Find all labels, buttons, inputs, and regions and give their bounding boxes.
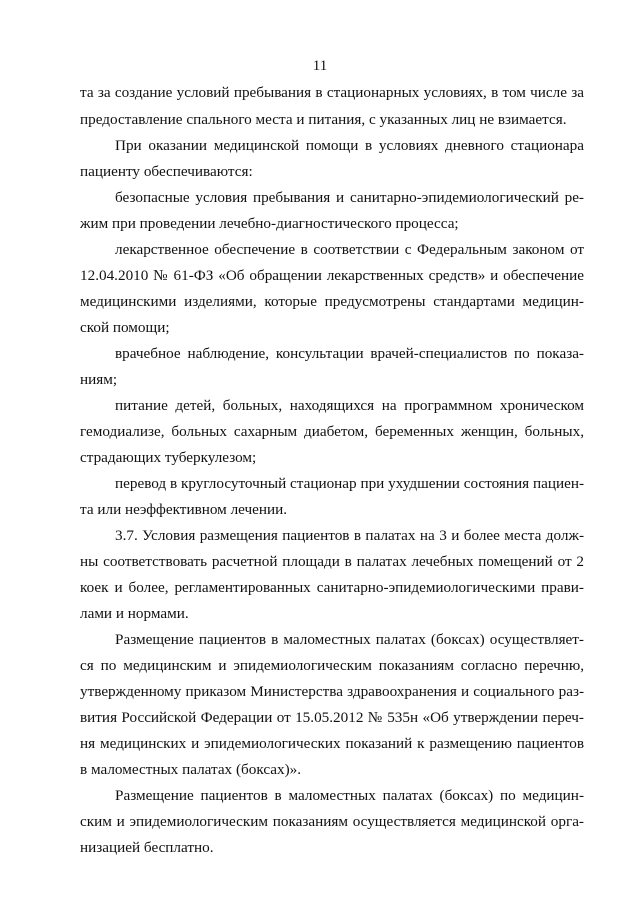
text-line: предоставление спального места и питания, с указанных лиц не взимается. — [80, 111, 567, 128]
text-line: 3.7. Условия размещения пациентов в палатах на 3 и более места долж- — [115, 527, 584, 544]
text-line: страдающих туберкулезом; — [80, 449, 257, 466]
text-line: перевод в круглосуточный стационар при ухудшении состояния пациен- — [115, 475, 584, 492]
text-line: безопасные условия пребывания и санитарно-эпидемиологический ре- — [115, 189, 584, 206]
text-line: вития Российской Федерации от 15.05.2012 № 535н «Об утверждении переч- — [80, 709, 584, 726]
text-line: медицинскими изделиями, которые предусмотрены стандартами медицин- — [80, 293, 584, 310]
text-line: ня медицинских и эпидемиологических показаний к размещению пациентов — [80, 735, 584, 752]
text-line: ся по медицинским и эпидемиологическим показаниям согласно перечню, — [80, 657, 584, 674]
text-line: та за создание условий пребывания в стационарных условиях, в том числе за — [80, 84, 584, 101]
text-line: лами и нормами. — [80, 605, 189, 622]
text-line: утвержденному приказом Министерства здравоохранения и социального раз- — [80, 683, 584, 700]
text-line: жим при проведении лечебно-диагностического процесса; — [80, 215, 459, 232]
text-line: в маломестных палатах (боксах)». — [80, 761, 302, 778]
text-line: ским и эпидемиологическим показаниям осуществляется медицинской орга- — [80, 813, 584, 830]
page-number: 11 — [312, 58, 328, 74]
text-line: гемодиализе, больных сахарным диабетом, беременных женщин, больных, — [80, 423, 584, 440]
text-line: низацией бесплатно. — [80, 839, 214, 856]
text-line: коек и более, регламентированных санитарно-эпидемиологическими прави- — [80, 579, 584, 596]
text-line: 12.04.2010 № 61-ФЗ «Об обращении лекарственных средств» и обеспечение — [80, 267, 584, 284]
text-line: лекарственное обеспечение в соответствии с Федеральным законом от — [115, 241, 584, 258]
text-line: ской помощи; — [80, 319, 170, 336]
text-line: При оказании медицинской помощи в условиях дневного стационара — [115, 137, 584, 154]
text-line: питание детей, больных, находящихся на программном хроническом — [115, 397, 584, 414]
text-line: та или неэффективном лечении. — [80, 501, 288, 518]
text-line: ны соответствовать расчетной площади в палатах лечебных помещений от 2 — [80, 553, 584, 570]
text-line: ниям; — [80, 371, 118, 388]
text-line: Размещение пациентов в маломестных палатах (боксах) по медицин- — [115, 787, 584, 804]
text-line: пациенту обеспечиваются: — [80, 163, 253, 180]
text-line: врачебное наблюдение, консультации врачей-специалистов по показа- — [115, 345, 584, 362]
text-line: Размещение пациентов в маломестных палатах (боксах) осуществляет- — [115, 631, 584, 648]
